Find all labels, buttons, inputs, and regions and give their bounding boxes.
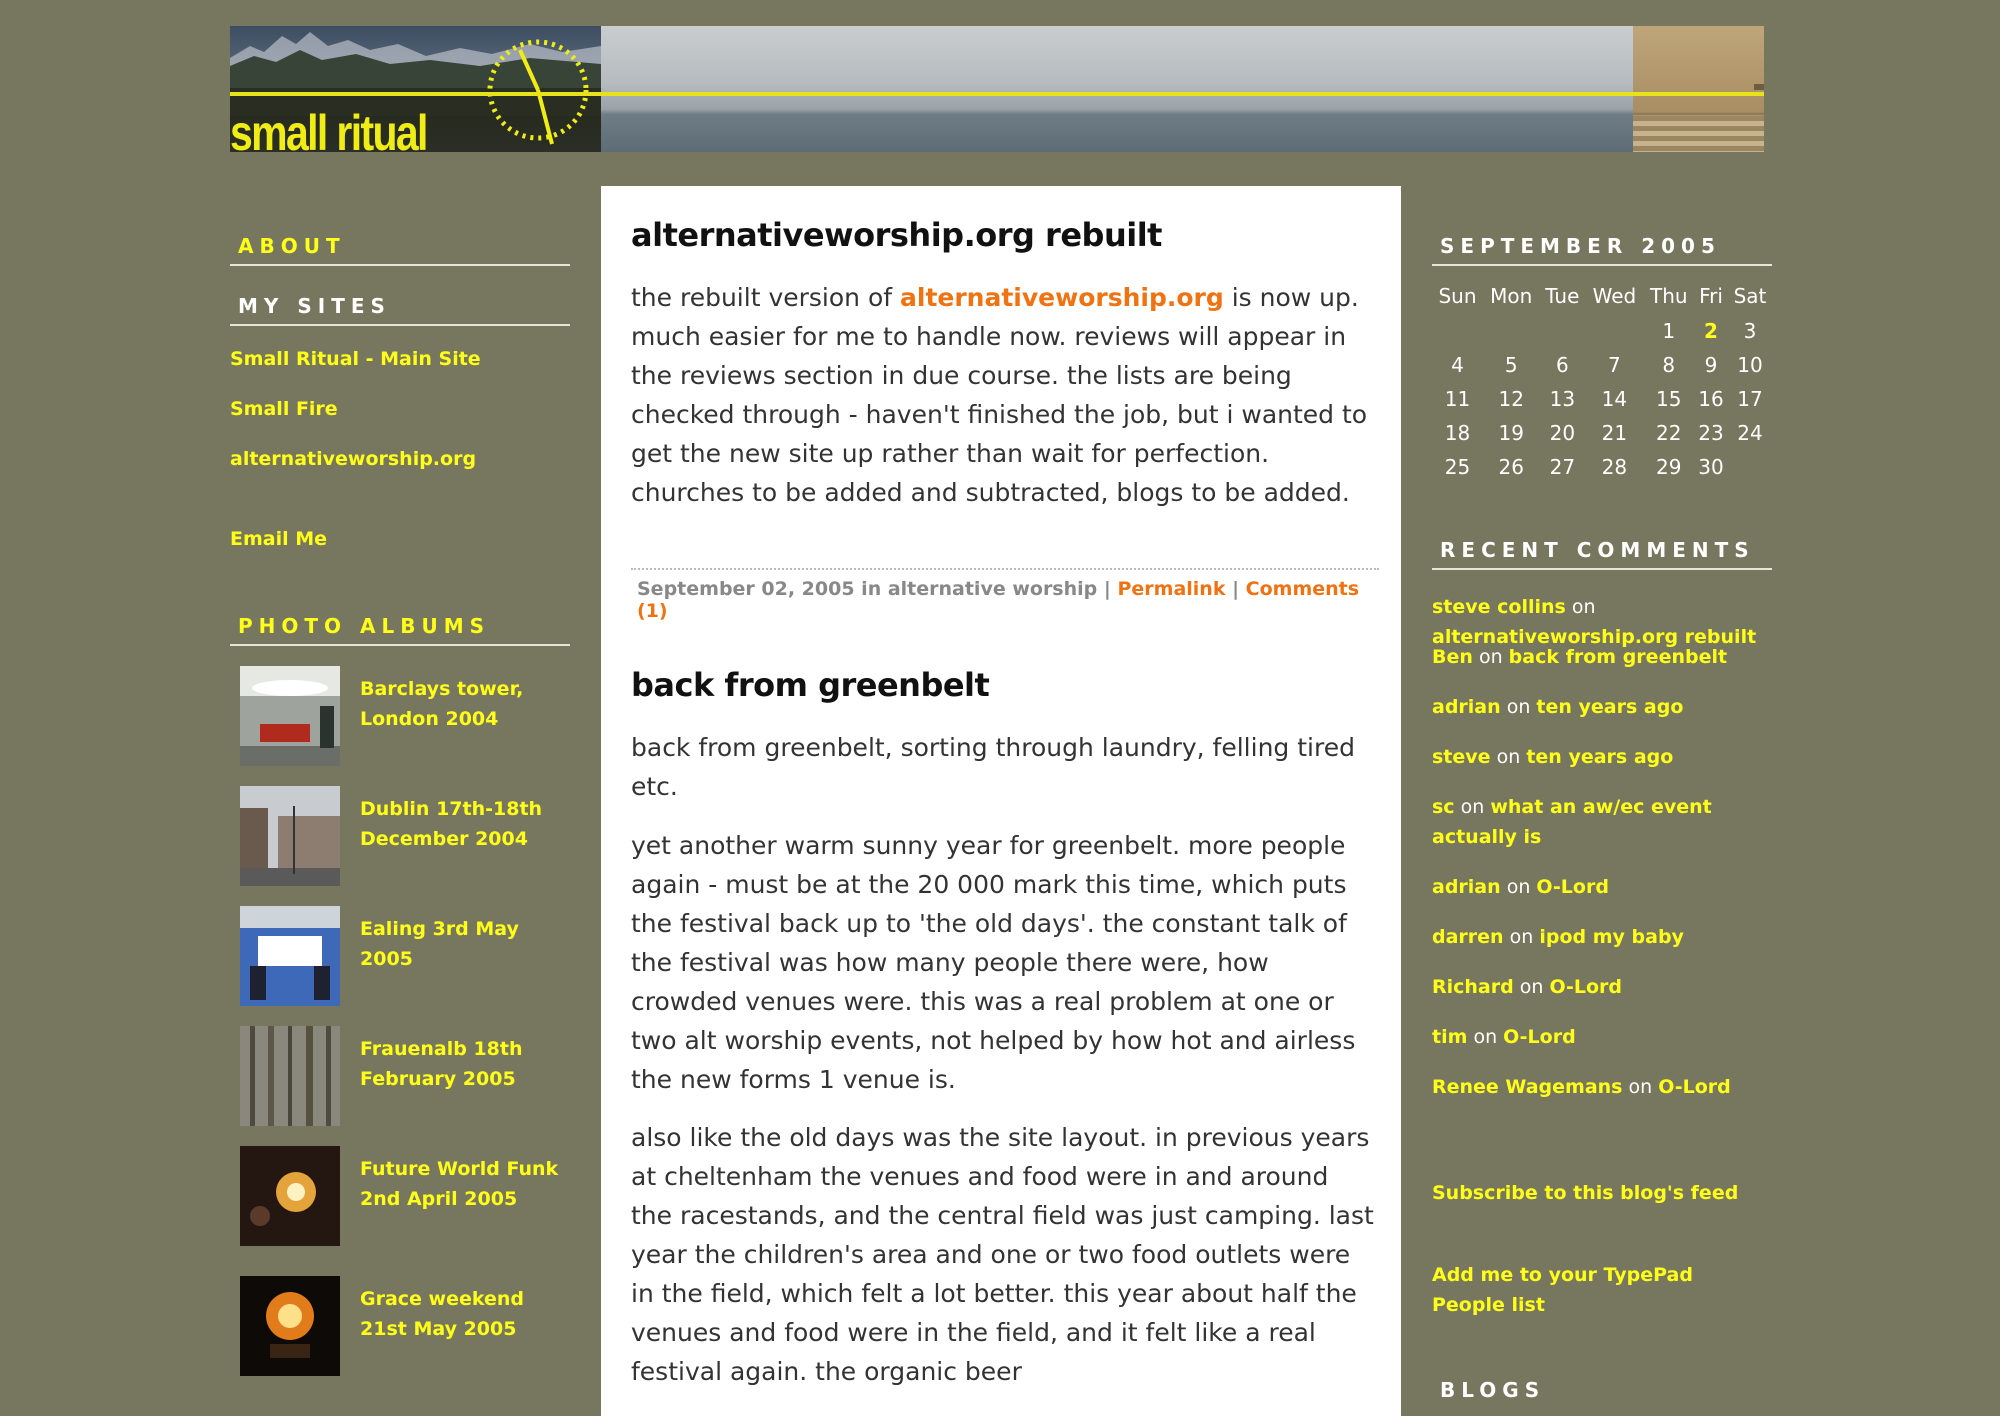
calendar-day: 17 [1737, 387, 1763, 411]
calendar-day [1539, 314, 1585, 348]
calendar-day: 10 [1737, 353, 1763, 377]
comment-author-link[interactable]: steve collins [1432, 596, 1566, 618]
comment-author-link[interactable]: Renee Wagemans [1432, 1076, 1623, 1098]
calendar-day: 15 [1656, 387, 1682, 411]
calendar-day: 9 [1704, 353, 1718, 377]
calendar-day: 26 [1498, 455, 1524, 479]
calendar-day: 16 [1698, 387, 1724, 411]
banner-mountain-image [230, 26, 601, 152]
banner-sand-image [1633, 26, 1764, 152]
site-link-alternativeworship[interactable]: alternativeworship.org [230, 448, 477, 470]
post-title[interactable]: back from greenbelt [631, 666, 990, 704]
calendar-day: 29 [1656, 455, 1682, 479]
calendar-day: 21 [1601, 421, 1628, 445]
post-footer-sep: | [1103, 578, 1111, 600]
banner-line [230, 92, 1764, 96]
calendar-day[interactable]: 2 [1704, 319, 1718, 343]
album-item[interactable] [240, 666, 560, 766]
blogs-heading: BLOGS [1440, 1378, 1546, 1402]
calendar-day: 22 [1656, 421, 1682, 445]
album-title[interactable]: Ealing 3rd May 2005 [360, 918, 519, 970]
comments-link[interactable]: Comments (1) [637, 578, 1360, 622]
calendar-day: 30 [1698, 455, 1724, 479]
calendar-day: 12 [1498, 387, 1524, 411]
calendar-day: 11 [1444, 387, 1471, 411]
site-link-small-ritual[interactable]: Small Ritual - Main Site [230, 348, 481, 370]
my-sites-heading: MY SITES [230, 294, 570, 326]
email-me-link[interactable]: Email Me [230, 528, 328, 550]
calendar-day: 8 [1662, 353, 1676, 377]
roundel-icon [1750, 72, 1764, 102]
calendar-day: 28 [1601, 455, 1628, 479]
album-thumbnail[interactable] [240, 1276, 340, 1376]
calendar-day: 18 [1444, 421, 1471, 445]
comment-on-label: on [1571, 596, 1596, 618]
recent-comment [1432, 792, 1772, 852]
comment-on-label: on [1460, 796, 1485, 818]
calendar-day-header: Wed [1592, 284, 1637, 308]
calendar-day-header: Sat [1733, 284, 1767, 308]
comment-author-link[interactable]: tim [1432, 1026, 1468, 1048]
comment-author-link[interactable]: darren [1432, 926, 1504, 948]
comment-post-link[interactable]: O-Lord [1549, 976, 1623, 998]
post-paragraph: yet another warm sunny year for greenbelt. more people again - must be at the 20 000 mark this time, which puts the festival back up to 'the old days'. the constant talk of the festival was how many people there were, how crowded venues were. this was a real problem at one or two alt worship events, not helped by how hot and airless the new forms 1 venue is. [631, 831, 1356, 1094]
site-banner[interactable] [230, 26, 1764, 152]
alternativeworship-link[interactable]: alternativeworship.org [900, 283, 1224, 312]
calendar-day-header: Mon [1490, 284, 1533, 308]
banner-sea-image [601, 26, 1633, 152]
calendar-day-header: Thu [1649, 284, 1688, 308]
comment-post-link[interactable]: O-Lord [1536, 876, 1609, 898]
comment-post-link[interactable]: ipod my baby [1539, 926, 1684, 948]
comment-post-link[interactable]: O-Lord [1503, 1026, 1576, 1048]
comment-on-label: on [1628, 1076, 1653, 1098]
calendar-day-header: Fri [1699, 284, 1723, 308]
album-item[interactable] [240, 1146, 560, 1246]
comment-post-link[interactable]: alternativeworship.org rebuilt [1432, 626, 1757, 648]
recent-comment [1432, 692, 1772, 722]
album-title[interactable]: Barclays tower, London 2004 [360, 678, 524, 730]
comment-author-link[interactable]: adrian [1432, 696, 1501, 718]
calendar-day: 7 [1608, 353, 1621, 377]
subscribe-feed-link[interactable]: Subscribe to this blog's feed [1432, 1182, 1739, 1204]
comment-post-link[interactable]: ten years ago [1536, 696, 1684, 718]
comment-on-label: on [1509, 926, 1534, 948]
typepad-people-link[interactable]: Add me to your TypePad People list [1432, 1264, 1693, 1316]
album-title[interactable]: Grace weekend 21st May 2005 [360, 1288, 525, 1340]
comment-on-label: on [1473, 1026, 1498, 1048]
album-title[interactable]: Future World Funk 2nd April 2005 [360, 1158, 559, 1210]
comment-on-label: on [1496, 746, 1521, 768]
comment-post-link[interactable]: ten years ago [1526, 746, 1674, 768]
calendar [1432, 278, 1772, 484]
album-item[interactable] [240, 1026, 560, 1126]
calendar-day: 1 [1662, 319, 1676, 343]
post-paragraph: back from greenbelt, sorting through laundry, felling tired etc. [631, 733, 1355, 801]
photo-albums-heading: PHOTO ALBUMS [230, 614, 570, 646]
comment-author-link[interactable]: steve [1432, 746, 1491, 768]
album-thumbnail[interactable] [240, 906, 340, 1006]
recent-comment [1432, 1022, 1772, 1052]
album-thumbnail[interactable] [240, 1146, 340, 1246]
album-item[interactable] [240, 786, 560, 886]
calendar-day: 4 [1451, 353, 1464, 377]
calendar-heading: SEPTEMBER 2005 [1432, 234, 1772, 266]
calendar-day: 24 [1737, 421, 1763, 445]
comment-author-link[interactable]: Richard [1432, 976, 1514, 998]
comment-author-link[interactable]: Ben [1432, 646, 1473, 668]
calendar-day: 23 [1698, 421, 1724, 445]
post-paragraph: also like the old days was the site layout. in previous years at cheltenham the venues and food were in and around the racestands, and the central field was just camping. last year the children's area and one or two food outlets were in the field, which felt a lot better. this year about half the venues and food were in the field, and it felt like a real festival again. the organic beer [631, 1123, 1374, 1386]
post-footer-sep: | [1232, 578, 1240, 600]
comment-post-link[interactable]: what an aw/ec event actually is [1432, 796, 1712, 848]
calendar-day: 5 [1504, 353, 1518, 377]
comment-post-link[interactable]: O-Lord [1658, 1076, 1731, 1098]
calendar-day-header: Tue [1545, 284, 1580, 308]
comment-on-label: on [1506, 696, 1531, 718]
post-footer [631, 568, 1379, 622]
recent-comment [1432, 1072, 1772, 1102]
calendar-day [1483, 314, 1539, 348]
album-thumbnail[interactable] [240, 1026, 340, 1126]
calendar-day [1585, 314, 1643, 348]
calendar-day [1432, 314, 1483, 348]
calendar-day-header: Sun [1438, 284, 1477, 308]
calendar-day: 20 [1549, 421, 1576, 445]
recent-comment [1432, 872, 1772, 902]
post-title[interactable]: alternativeworship.org rebuilt [631, 216, 1162, 254]
comment-on-label: on [1478, 646, 1503, 668]
recent-comment [1432, 922, 1772, 952]
calendar-day: 13 [1549, 387, 1576, 411]
post-body: the rebuilt version of alternativeworship.org is now up. much easier for me to handle now. reviews will appear in the reviews section in due course. the lists are being checked through - haven't finished the job, but i wanted to get the new site up rather than wait for perfection. churches to be added and subtracted, blogs to be added. [631, 283, 1368, 507]
comment-post-link[interactable]: back from greenbelt [1508, 646, 1728, 668]
main-content [601, 186, 1401, 1416]
calendar-day: 19 [1498, 421, 1524, 445]
recent-comment [1432, 742, 1772, 772]
album-thumbnail[interactable] [240, 786, 340, 886]
album-item[interactable] [240, 906, 560, 1006]
album-item[interactable] [240, 1276, 560, 1376]
recent-comments-heading: RECENT COMMENTS [1432, 538, 1772, 570]
calendar-day: 27 [1549, 455, 1576, 479]
clock-icon [480, 32, 596, 148]
recent-comment [1432, 642, 1772, 672]
comment-on-label: on [1519, 976, 1544, 998]
album-title[interactable]: Frauenalb 18th February 2005 [360, 1038, 523, 1090]
album-title[interactable]: Dublin 17th-18th December 2004 [360, 798, 543, 850]
calendar-day: 6 [1555, 353, 1569, 377]
album-thumbnail[interactable] [240, 666, 340, 766]
calendar-day: 14 [1601, 387, 1628, 411]
comment-author-link[interactable]: adrian [1432, 876, 1501, 898]
comment-author-link[interactable]: sc [1432, 796, 1455, 818]
comment-on-label: on [1506, 876, 1531, 898]
site-title: small ritual [230, 105, 427, 152]
site-link-small-fire[interactable]: Small Fire [230, 398, 338, 420]
permalink-link[interactable]: Permalink [1117, 578, 1226, 600]
post-date-category: September 02, 2005 in alternative worship [637, 578, 1098, 600]
calendar-day: 3 [1743, 319, 1757, 343]
calendar-day: 25 [1444, 455, 1471, 479]
calendar-day [1728, 450, 1772, 484]
about-heading[interactable]: ABOUT [230, 234, 570, 266]
recent-comment [1432, 972, 1772, 1002]
